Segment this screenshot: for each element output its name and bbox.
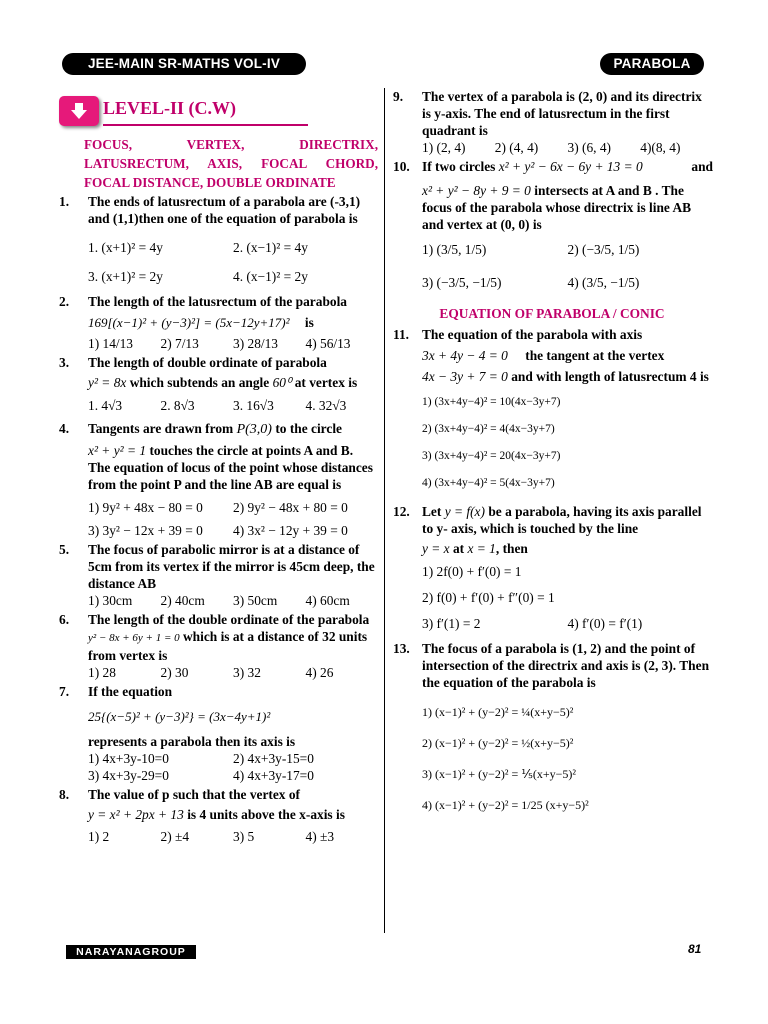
option: 4) 4x+3y-17=0 bbox=[233, 768, 314, 783]
question-number: 3. bbox=[59, 355, 70, 370]
option: 3. (x+1)² = 2y bbox=[88, 269, 163, 284]
option: 2) f(0) + f′(0) + f″(0) = 1 bbox=[422, 590, 555, 605]
equation: y = f(x) bbox=[444, 504, 485, 519]
question-text: be a parabola, having its axis parallel to y- axis, which is touched by the line bbox=[422, 504, 702, 536]
question-text: The value of p such that the vertex of bbox=[88, 787, 301, 802]
level-underline bbox=[103, 124, 308, 126]
question-number: 7. bbox=[59, 684, 70, 699]
option: 2. (x−1)² = 4y bbox=[233, 240, 308, 255]
question-7 bbox=[57, 683, 378, 784]
option: 1) 14/13 bbox=[88, 336, 134, 351]
down-arrow-icon bbox=[59, 96, 99, 126]
question-text: which is at a distance of 32 units from vertex is bbox=[88, 629, 368, 663]
question-13 bbox=[391, 640, 713, 821]
option: 4)(8, 4) bbox=[640, 140, 681, 155]
question-9 bbox=[391, 88, 713, 156]
equation: x² + y² = 1 bbox=[88, 443, 147, 458]
option: 4) (x−1)² + (y−2)² = 1/25 (x+y−5)² bbox=[422, 798, 589, 812]
equation: y² = 8x bbox=[88, 375, 127, 390]
option: 1) (3/5, 1/5) bbox=[422, 242, 487, 257]
option: 1) (2, 4) bbox=[422, 140, 466, 155]
topic-line: LATUSRECTUM, AXIS, FOCAL CHORD, bbox=[84, 156, 378, 171]
footer-brand: NARAYANAGROUP bbox=[66, 945, 196, 959]
question-10 bbox=[391, 158, 713, 291]
question-text: , then bbox=[495, 541, 528, 556]
question-text: touches the circle at points A and B. The equation of locus of the point whose distances from the point P and the line AB are equal is bbox=[88, 443, 373, 492]
option: 1) 9y² + 48x − 80 = 0 bbox=[88, 500, 203, 515]
topic-line: FOCUS, VERTEX, DIRECTRIX, bbox=[84, 137, 378, 152]
question-text: represents a parabola then its axis is bbox=[88, 734, 296, 749]
question-text: The ends of latusrectum of a parabola are (-3,1) and (1,1)then one of the equation of parabola is bbox=[88, 194, 361, 226]
question-12 bbox=[391, 503, 713, 632]
question-text: If two circles bbox=[422, 159, 496, 174]
question-5 bbox=[57, 541, 378, 609]
option: 2) 4x+3y-15=0 bbox=[233, 751, 314, 766]
level-title: LEVEL-II (C.W) bbox=[103, 98, 237, 118]
question-text: The length of the latusrectum of the parabola bbox=[88, 294, 347, 309]
question-number: 10. bbox=[393, 159, 410, 174]
option: 1) (3x+4y−4)² = 10(4x−3y+7) bbox=[422, 396, 561, 408]
question-number: 6. bbox=[59, 612, 70, 627]
equation: y = x² + 2px + 13 bbox=[88, 807, 184, 822]
left-column bbox=[57, 88, 378, 847]
option: 4. (x−1)² = 2y bbox=[233, 269, 308, 284]
equation: 4x − 3y + 7 = 0 bbox=[422, 369, 508, 384]
question-number: 12. bbox=[393, 504, 410, 519]
option: 2) (4, 4) bbox=[494, 140, 539, 155]
option: 3) (−3/5, −1/5) bbox=[422, 275, 502, 290]
question-2 bbox=[57, 293, 378, 352]
level-heading bbox=[57, 88, 378, 130]
option: 3) 5 bbox=[233, 829, 255, 844]
option: 4) 56/13 bbox=[305, 336, 351, 351]
question-number: 1. bbox=[59, 194, 70, 209]
option: 2) ±4 bbox=[160, 829, 190, 844]
header-title: JEE-MAIN SR-MATHS VOL-IV bbox=[62, 53, 306, 75]
option: 2) (−3/5, 1/5) bbox=[567, 242, 640, 257]
option: 3) 4x+3y-29=0 bbox=[88, 768, 169, 783]
question-text: Let bbox=[422, 504, 442, 519]
equation: 3x + 4y − 4 = 0 bbox=[422, 348, 508, 363]
option: 3) 28/13 bbox=[233, 336, 279, 351]
option: 3) 32 bbox=[233, 665, 261, 680]
page-number: 81 bbox=[688, 942, 702, 956]
question-text: and bbox=[691, 159, 713, 174]
question-6 bbox=[57, 611, 378, 681]
option: 3) (3x+4y−4)² = 20(4x−3y+7) bbox=[422, 450, 561, 462]
option: 1) 2f(0) + f′(0) = 1 bbox=[422, 564, 522, 579]
question-1 bbox=[57, 193, 378, 291]
question-11 bbox=[391, 326, 713, 497]
question-text: If the equation bbox=[88, 684, 173, 699]
question-text: which subtends an angle bbox=[129, 375, 270, 390]
option: 2) (3x+4y−4)² = 4(4x−3y+7) bbox=[422, 423, 555, 435]
option: 4) 26 bbox=[305, 665, 334, 680]
question-4 bbox=[57, 420, 378, 539]
question-number: 9. bbox=[393, 89, 404, 104]
question-text: and with length of latusrectum 4 is bbox=[511, 369, 709, 384]
option: 4. 32√3 bbox=[305, 398, 347, 413]
option: 2. 8√3 bbox=[160, 398, 195, 413]
option: 1) 4x+3y-10=0 bbox=[88, 751, 169, 766]
option: 1) 30cm bbox=[88, 593, 133, 608]
option: 4) (3x+4y−4)² = 5(4x−3y+7) bbox=[422, 477, 555, 489]
question-text: The vertex of a parabola is (2, 0) and its directrix is y-axis. The end of latusrectum in the first quadrant is bbox=[422, 89, 702, 138]
question-text: The focus of a parabola is (1, 2) and the point of intersection of the directrix and axis is (2, 3). Then the equation of the parabola is bbox=[422, 641, 710, 690]
question-text: The length of double ordinate of parabola bbox=[88, 355, 327, 370]
column-divider bbox=[384, 88, 385, 933]
option: 2) 7/13 bbox=[160, 336, 199, 351]
equation: 25{(x−5)² + (y−3)²} = (3x−4y+1)² bbox=[88, 709, 271, 724]
equation: 169[(x−1)² + (y−3)²] = (5x−12y+17)² bbox=[88, 315, 290, 330]
option: 1) (x−1)² + (y−2)² = ¼(x+y−5)² bbox=[422, 705, 574, 719]
option: 2) 30 bbox=[160, 665, 189, 680]
equation: y = x bbox=[422, 541, 450, 556]
question-text: The length of the double ordinate of the parabola bbox=[88, 612, 370, 627]
question-text: the tangent at the vertex bbox=[525, 348, 665, 363]
option: 4) ±3 bbox=[305, 829, 335, 844]
option: 4) f′(0) = f′(1) bbox=[567, 616, 643, 631]
option: 3) (6, 4) bbox=[567, 140, 612, 155]
option: 3) 3y² − 12x + 39 = 0 bbox=[88, 523, 203, 538]
question-text: is 4 units above the x-axis is bbox=[187, 807, 345, 822]
equation: x = 1 bbox=[467, 541, 496, 556]
question-number: 5. bbox=[59, 542, 70, 557]
right-column bbox=[391, 88, 713, 823]
question-8 bbox=[57, 786, 378, 845]
question-text: at bbox=[452, 541, 465, 556]
option: 1. 4√3 bbox=[88, 398, 123, 413]
equation: x² + y² − 8y + 9 = 0 bbox=[422, 183, 531, 198]
question-text: Tangents are drawn from bbox=[88, 421, 234, 436]
option: 2) (x−1)² + (y−2)² = ½(x+y−5)² bbox=[422, 736, 574, 750]
equation: y² − 8x + 6y + 1 = 0 bbox=[88, 632, 180, 644]
option: 2) 40cm bbox=[160, 593, 205, 608]
header-chapter: PARABOLA bbox=[600, 53, 704, 75]
question-text: The equation of the parabola with axis bbox=[422, 327, 643, 342]
option: 3) (x−1)² + (y−2)² = ⅕(x+y−5)² bbox=[422, 767, 577, 781]
option: 1. (x+1)² = 4y bbox=[88, 240, 163, 255]
question-number: 2. bbox=[59, 294, 70, 309]
question-text: The focus of parabolic mirror is at a distance of 5cm from its vertex if the mirror is 45cm deep, the distance AB bbox=[88, 542, 375, 591]
option: 3) 50cm bbox=[233, 593, 278, 608]
equation: x² + y² − 6x − 6y + 13 = 0 bbox=[498, 159, 643, 174]
question-text: at vertex is bbox=[294, 375, 358, 390]
question-3 bbox=[57, 354, 378, 414]
point: P(3,0) bbox=[236, 422, 272, 437]
topic-line: FOCAL DISTANCE, DOUBLE ORDINATE bbox=[84, 175, 336, 190]
section-heading: EQUATION OF PARABOLA / CONIC bbox=[439, 306, 665, 321]
question-number: 11. bbox=[393, 327, 409, 342]
option: 3. 16√3 bbox=[233, 398, 274, 413]
question-text: to the circle bbox=[275, 421, 342, 436]
option: 3) f′(1) = 2 bbox=[422, 616, 481, 631]
option: 4) (3/5, −1/5) bbox=[567, 275, 640, 290]
question-number: 8. bbox=[59, 787, 70, 802]
angle: 60⁰ bbox=[272, 375, 292, 390]
option: 4) 60cm bbox=[305, 593, 350, 608]
question-text-tail: is bbox=[304, 315, 314, 330]
question-text: intersects at A and B . The focus of the parabola whose directrix is line AB and vertex at (0, 0) is bbox=[422, 183, 692, 232]
option: 1) 28 bbox=[88, 665, 116, 680]
question-number: 4. bbox=[59, 421, 70, 436]
option: 4) 3x² − 12y + 39 = 0 bbox=[233, 523, 348, 538]
option: 1) 2 bbox=[88, 829, 110, 844]
question-number: 13. bbox=[393, 641, 410, 656]
option: 2) 9y² − 48x + 80 = 0 bbox=[233, 500, 348, 515]
